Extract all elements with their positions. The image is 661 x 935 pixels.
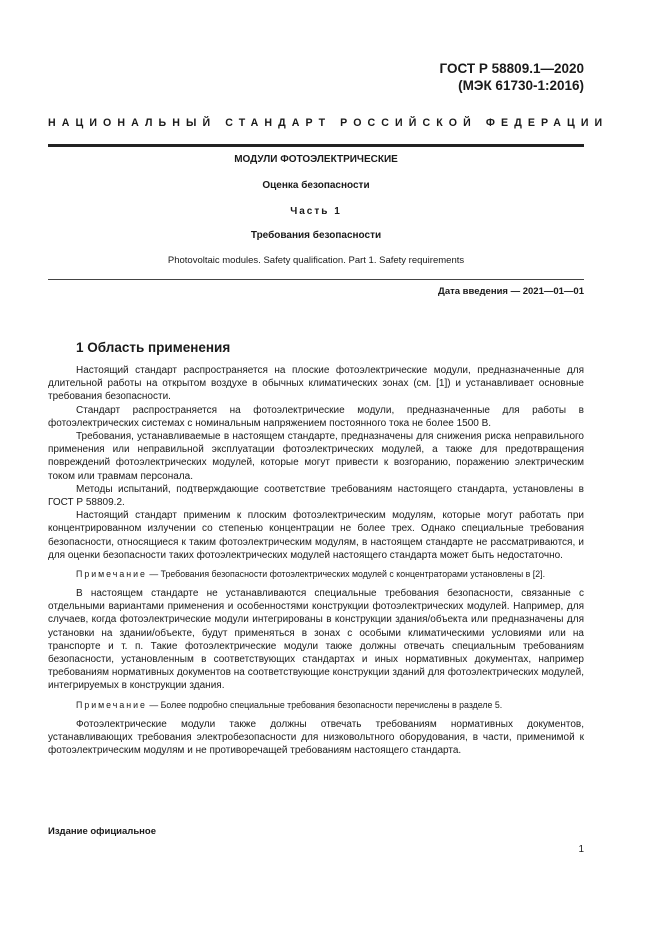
iec-code: (МЭК 61730-1:2016) — [458, 78, 584, 93]
part-title: Требования безопасности — [250, 230, 382, 241]
national-standard-heading: НАЦИОНАЛЬНЫЙ СТАНДАРТ РОССИЙСКОЙ ФЕДЕРАЦИИ — [48, 117, 609, 129]
english-title: Photovoltaic modules. Safety qualification. Part 1. Safety requirements — [167, 255, 465, 266]
document-subtitle: Оценка безопасности — [262, 180, 370, 191]
introduction-date: Дата введения — 2021—01—01 — [438, 286, 584, 297]
heading-divider — [48, 144, 584, 147]
note — [48, 568, 584, 581]
official-edition-label: Издание официальное — [48, 826, 156, 837]
note-label: Примечание — [76, 569, 147, 580]
title-divider — [48, 279, 584, 280]
document-title: МОДУЛИ ФОТОЭЛЕКТРИЧЕСКИЕ — [234, 154, 398, 165]
section-heading: 1 Область применения — [76, 340, 231, 355]
paragraph: Настоящий стандарт применим к плоским фотоэлектрическим модулям, которые могут работать при концентрированном излучении со степенью концентрации не более трех. Однако специальные требования безопасности, относящиеся к таким фотоэлектрическим модулям, в настоящем стандарте не рассматриваются, и для оценки безопасности таких фотоэлектрических модулей настоящего стандарта может быть недостаточно. — [48, 510, 584, 561]
note-text: — Требования безопасности фотоэлектрических модулей с концентраторами установлены в [2]. — [146, 569, 546, 580]
page-number: 1 — [578, 844, 584, 855]
paragraph: В настоящем стандарте не устанавливаются специальные требования безопасности, связанные с отдельными вариантами применения и особенностями конструкции фотоэлектрических модулей. Например, для случаев, когда фотоэлектрические модули интегрированы в конструкции здания/объекта или предназначены для установки на здании/объекте, будут применяться в зонах с особыми климатическими условиями или на транспорте и т. п. Такие фотоэлектрические модули также должны отвечать специальным требованиям безопасности, установленным в соответствующих стандартах и иных нормативных документах, например требованиям нормативных документов на соответствующие конструкции зданий для фотоэлектрических модулей, интегрируемых в конструкции здания. — [48, 588, 584, 692]
note-text: — Более подробно специальные требования безопасности перечислены в разделе 5. — [146, 699, 503, 710]
paragraph: Стандарт распространяется на фотоэлектрические модули, предназначенные для работы в фотоэлектрических системах с номинальным напряжением постоянного тока не более 1500 В. — [48, 404, 584, 429]
paragraph: Настоящий стандарт распространяется на плоские фотоэлектрические модули, предназначенные для длительной работы на открытом воздухе в обычных климатических зонах (см. [1]) и устанавливает основные требования безопасности. — [48, 365, 584, 403]
note — [48, 699, 584, 712]
paragraph: Требования, устанавливаемые в настоящем стандарте, предназначены для снижения риска неправильного применения или неправильной эксплуатации фотоэлектрических модулей, а также для предотвращения повреждений фотоэлектрических модулей, которые могут привести к возгоранию, поражению электрическим током или травмам персонала. — [48, 431, 584, 482]
standard-code-block — [440, 60, 584, 94]
note-label: Примечание — [76, 699, 147, 710]
standard-code: ГОСТ Р 58809.1—2020 — [439, 61, 584, 76]
paragraph: Фотоэлектрические модули также должны отвечать требованиям нормативных документов, устанавливающих требования электробезопасности для низковольтного оборудования, в части, применимой к фотоэлектрическим модулям и не противоречащей требованиям настоящего стандарта. — [48, 718, 584, 757]
paragraph: Методы испытаний, подтверждающие соответствие требованиям настоящего стандарта, установлены в ГОСТ Р 58809.2. — [48, 483, 584, 509]
part-label: Часть 1 — [290, 206, 342, 217]
section-body — [48, 364, 584, 757]
